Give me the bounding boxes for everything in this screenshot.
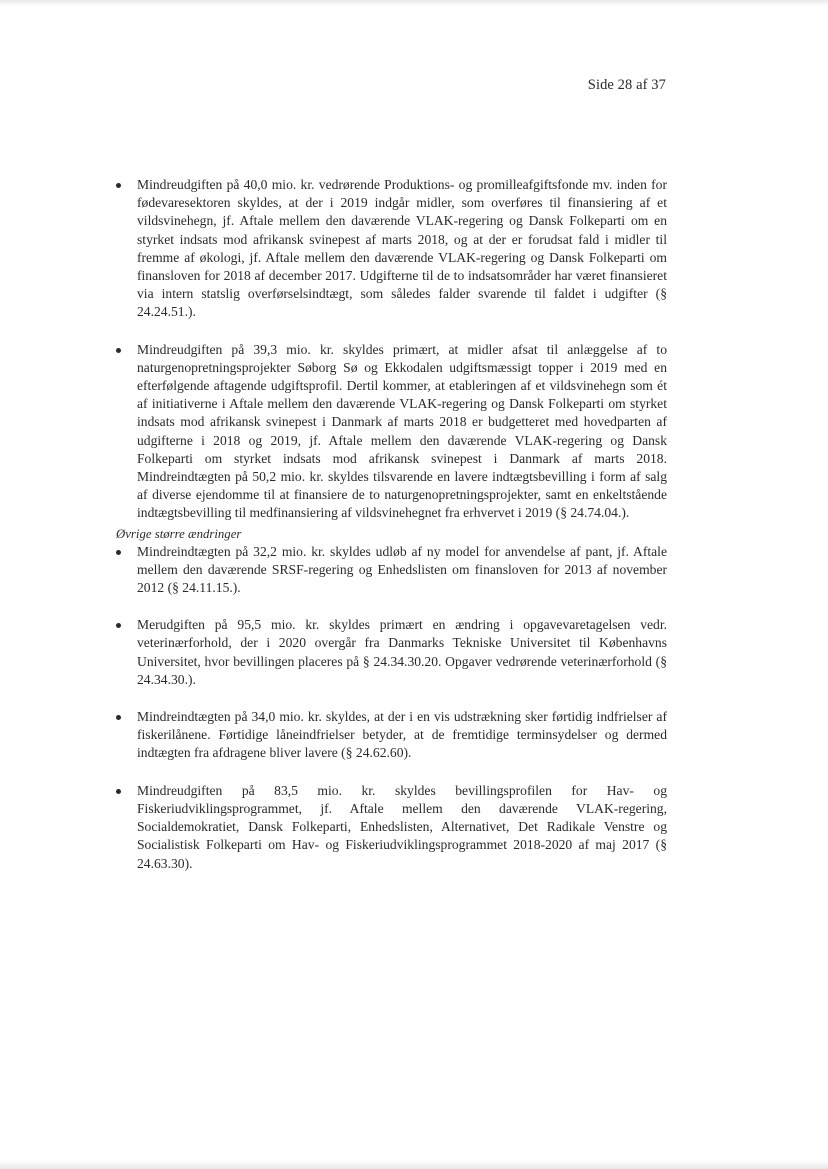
bullet-item-fiskeriudvikling: Mindreudgiften på 83,5 mio. kr. skyldes bevillingsprofilen for Hav- og Fiskeriudviklingsprogrammet, jf. Aftale mellem den daværende VLAK-regering, Socialdemokratiet, Dansk Folkeparti, Enhedslisten, Alternativet, Det Radikale Venstre og Socialistisk Folkeparti om Hav- og Fiskeriudviklingsprogrammet 2018-2020 af maj 2017 (§ 24.63.30). <box>137 782 667 873</box>
scan-edge-top <box>0 0 828 6</box>
bullet-item-naturgenopretning: Mindreudgiften på 39,3 mio. kr. skyldes primært, at midler afsat til anlæggelse af to naturgenopretningsprojekter Søborg Sø og Ekkodalen udgiftsmæssigt topper i 2019 med en efterfølgende aftagende udgiftsprofil. Dertil kommer, at etableringen af et vildsvinehegn som ét af initiativerne i Aftale mellem den daværende VLAK-regering og Dansk Folkeparti om styrket indsats mod afrikansk svinepest i Danmark af marts 2018 er budgetteret med hovedparten af udgifterne i 2018 og 2019, jf. Aftale mellem den daværende VLAK-regering og Dansk Folkeparti om styrket indsats mod afrikansk svinepest i Danmark af marts 2018. Mindreindtægten på 50,2 mio. kr. skyldes tilsvarende en lavere indtægtsbevilling i form af salg af diverse ejendomme til at finansiere de to naturgenopretningsprojekter, samt en enkeltstående indtægtsbevilling til medfinansiering af vildsvinehegnet fra erhvervet i 2019 (§ 24.74.04.). <box>137 341 667 523</box>
document-body <box>116 176 667 873</box>
bullet-item-veterinaer: Merudgiften på 95,5 mio. kr. skyldes primært en ændring i opgavevaretagelsen vedr. veterinærforhold, der i 2020 overgår fra Danmarks Tekniske Universitet til Københavns Universitet, hvor bevillingen placeres på § 24.34.30.20. Opgaver vedrørende veterinærforhold (§ 24.34.30.). <box>137 616 667 689</box>
bullet-item-pant: Mindreindtægten på 32,2 mio. kr. skyldes udløb af ny model for anvendelse af pant, jf. Aftale mellem den daværende SRSF-regering og Enhedslisten om finansloven for 2013 af november 2012 (§ 24.11.15.). <box>137 543 667 598</box>
section-heading-oevrige: Øvrige større ændringer <box>116 526 242 541</box>
page-number: Side 28 af 37 <box>587 77 666 93</box>
bullet-item-fiskerilaan: Mindreindtægten på 34,0 mio. kr. skyldes, at der i en vis udstrækning sker førtidig indfrielser af fiskerilånene. Førtidige låneindfrielser betyder, at de fremtidige terminsydelser og dermed indtægten fra afdragene bliver lavere (§ 24.62.60). <box>137 708 667 763</box>
scan-edge-bottom <box>0 1161 828 1169</box>
bullet-item-produktionsfonde: Mindreudgiften på 40,0 mio. kr. vedrørende Produktions- og promilleafgiftsfonde mv. inden for fødevaresektoren skyldes, at der i 2019 indgår midler, som overføres til finansiering af et vildsvinehegn, jf. Aftale mellem den daværende VLAK-regering og Dansk Folkeparti om en styrket indsats mod afrikansk svinepest af marts 2018, og at der er forudsat fald i midler til fremme af økologi, jf. Aftale mellem den daværende VLAK-regering og Dansk Folkeparti om finansloven for 2018 af december 2017. Udgifterne til de to indsatsområder har været finansieret via intern statslig overførselsindtægt, som således falder svarende til faldet i udgifter (§ 24.24.51.). <box>137 176 667 322</box>
